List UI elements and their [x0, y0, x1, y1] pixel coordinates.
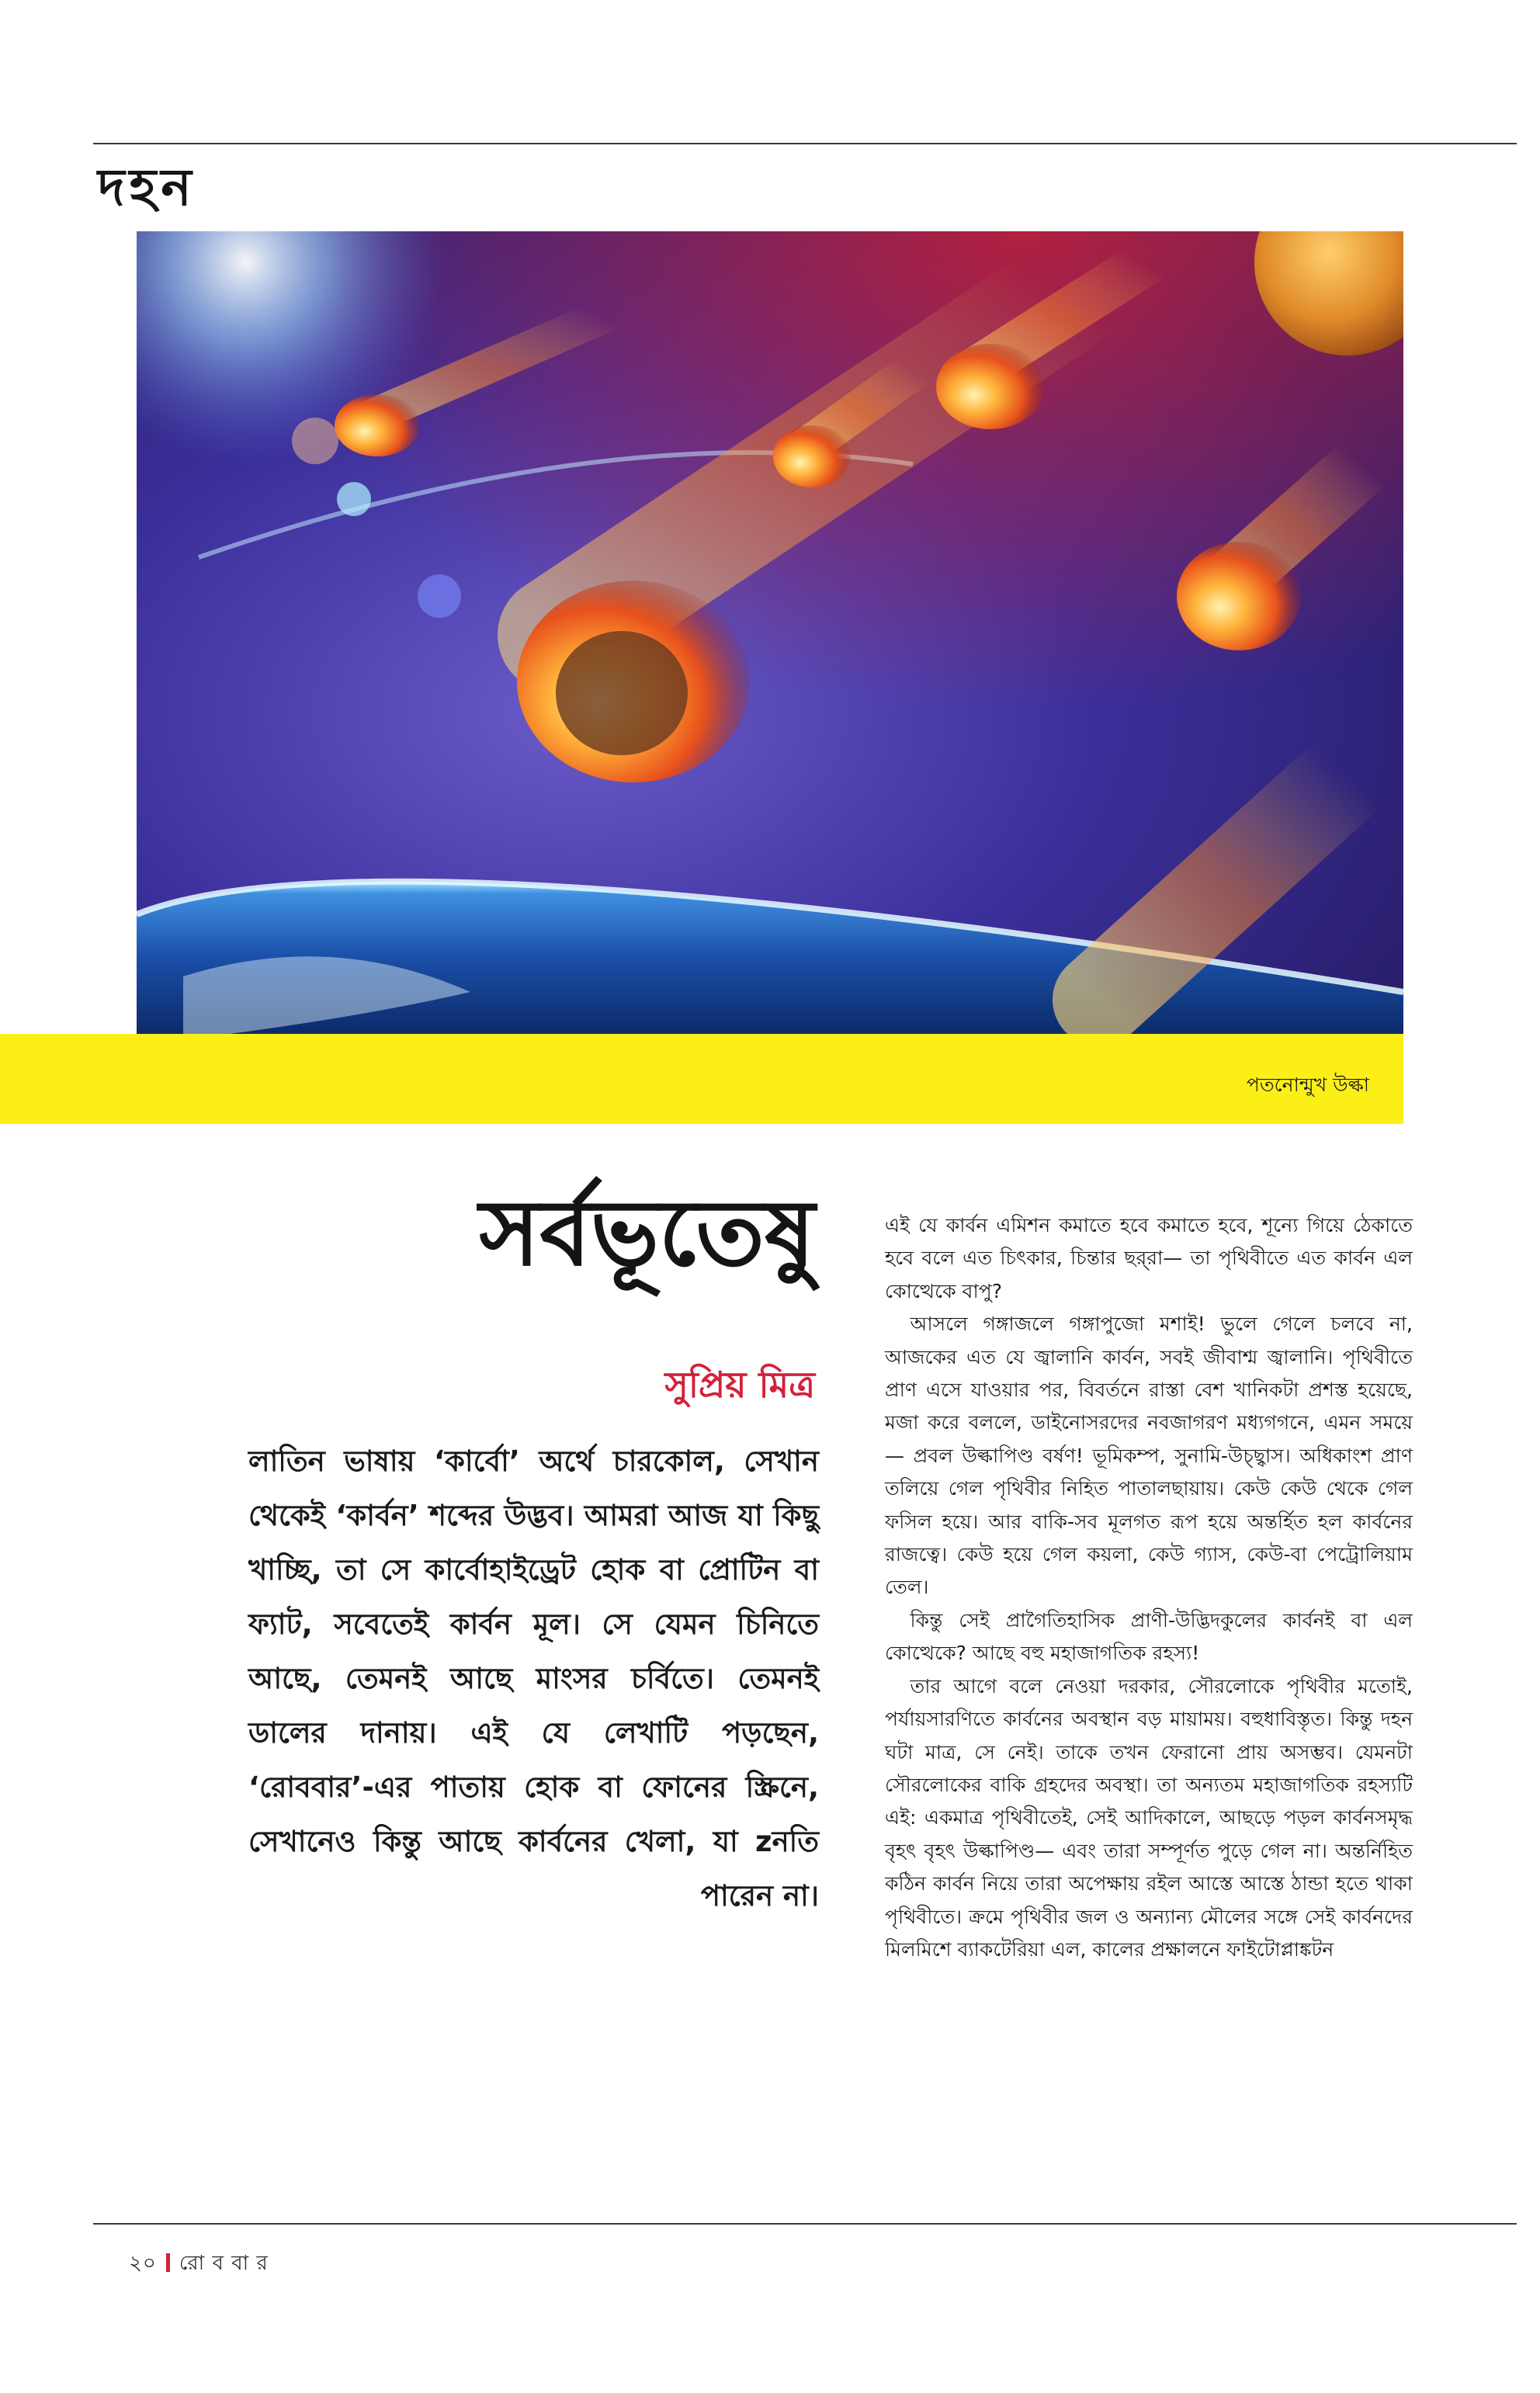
page-footer [129, 2247, 269, 2281]
body-paragraph: কিন্তু সেই প্রাগৈতিহাসিক প্রাণী-উদ্ভিদকুলের কার্বনই বা এল কোত্থেকে? আছে বহু মহাজাগতিক রহস্য! [885, 1608, 1413, 1665]
section-label: দহন [98, 157, 196, 217]
folio-divider [166, 2253, 170, 2272]
body-paragraph: এই যে কার্বন এমিশন কমাতে হবে কমাতে হবে, শূন্যে গিয়ে ঠেকাতে হবে বলে এত চিৎকার, চিন্তার ছর্‌রা— তা পৃথিবীতে এত কার্বন এল কোত্থেকে বাপু? [885, 1214, 1413, 1302]
caption-band [0, 1034, 1403, 1124]
article-author: সুপ্রিয় মিত্র [664, 1364, 815, 1406]
footer-rule [93, 2223, 1517, 2225]
hero-illustration [137, 231, 1403, 1034]
article-title: সর্বভূতেষু [479, 1178, 815, 1286]
body-paragraph: তার আগে বলে নেওয়া দরকার, সৌরলোকে পৃথিবীর মতোই, পর্যায়সারণিতে কার্বনের অবস্থান বড় মায়াময়। বহুধাবিস্তৃত। কিন্তু দহন ঘটা মাত্র, সে নেই। তাকে তখন ফেরানো প্রায় অসম্ভব। যেমনটা সৌরলোকের বাকি গ্রহদের অবস্থা। তা অন্যতম মহাজাগতিক রহস্যটি এই: একমাত্র পৃথিবীতেই, সেই আদিকালে, আছড়ে পড়ল কার্বনসমৃদ্ধ বৃহৎ বৃহৎ উল্কাপিণ্ড— এবং তারা সম্পূর্ণত পুড়ে গেল না। অন্তর্নিহিত কঠিন কার্বন নিয়ে তারা অপেক্ষায় রইল আস্তে আস্তে ঠান্ডা হতে থাকা পৃথিবীতে। ক্রমে পৃথিবীর জল ও অন্যান্য মৌলের সঙ্গে সেই কার্বনদের মিলমিশে ব্যাকটেরিয়া এল, কালের প্রক্ষালনে ফাইটোপ্লাঙ্কটন [885, 1674, 1413, 1961]
page-number: ২০ [129, 2252, 157, 2275]
meteor-illustration [137, 231, 1403, 1034]
image-caption: পতনোন্মুখ উল্কা [1246, 1073, 1369, 1096]
article-body [885, 1209, 1413, 1966]
body-paragraph: আসলে গঙ্গাজলে গঙ্গাপুজো মশাই! ভুলে গেলে চলবে না, আজকের এত যে জ্বালানি কার্বন, সবই জীবাশ্ম জ্বালানি। পৃথিবীতে প্রাণ এসে যাওয়ার পর, বিবর্তনে রাস্তা বেশ খানিকটা প্রশস্ত হয়েছে, মজা করে বললে, ডাইনোসরদের নবজাগরণ মধ্যগগনে, এমন সময়ে— প্রবল উল্কাপিণ্ড বর্ষণ! ভূমিকম্প, সুনামি-উচ্ছ্বাস। অধিকাংশ প্রাণ তলিয়ে গেল পৃথিবীর নিহিত পাতালছায়ায়। কেউ কেউ থেকে গেল ফসিল হয়ে। আর বাকি-সব মূলগত রূপ হয়ে অন্তর্হিত হল কার্বনের রাজত্বে। কেউ হয়ে গেল কয়লা, কেউ গ্যাস, কেউ-বা পেট্রোলিয়াম তেল। [885, 1313, 1413, 1599]
intro-paragraph: লাতিন ভাষায় ‘কার্বো’ অর্থে চারকোল, সেখান থেকেই ‘কার্বন’ শব্দের উদ্ভব। আমরা আজ যা কিছু খাচ্ছি, তা সে কার্বোহাইড্রেট হোক বা প্রোটিন বা ফ্যাট, সবেতেই কার্বন মূল। সে যেমন চিনিতে আছে, তেমনই আছে মাংসর চর্বিতে। তেমনই ডালের দানায়। এই যে লেখাটি পড়ছেন, ‘রোববার’-এর পাতায় হোক বা ফোনের স্ক্রিনে, সেখানেও কিন্তু আছে কার্বনের খেলা, যা zনতি পারেন না। [248, 1444, 819, 1913]
top-rule [93, 143, 1517, 144]
magazine-name: রো ব বা র [179, 2252, 269, 2275]
article-intro [248, 1434, 819, 1923]
